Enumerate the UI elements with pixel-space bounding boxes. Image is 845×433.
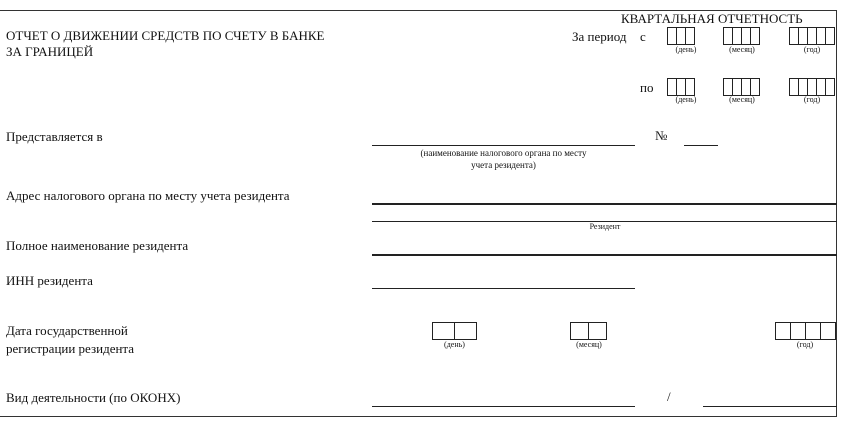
tax-authority-address-label: Адрес налогового органа по месту учета резидента — [6, 188, 290, 203]
resident-caption: Резидент — [589, 222, 621, 231]
period-to-label: по — [640, 80, 654, 95]
period-label: За период — [572, 29, 627, 44]
quarterly-reporting-title: КВАРТАЛЬНАЯ ОТЧЕТНОСТЬ — [621, 11, 803, 26]
registration-day-caption: (день) — [444, 340, 465, 349]
period-from-label: с — [640, 29, 646, 44]
registration-day-boxes[interactable] — [432, 322, 477, 340]
registration-date-label-line2: регистрации резидента — [6, 341, 135, 356]
activity-code-field[interactable] — [372, 406, 635, 407]
period-from-day-boxes[interactable] — [667, 27, 695, 45]
activity-code-secondary-field[interactable] — [703, 406, 837, 407]
submitted-to-label: Представляется в — [6, 129, 103, 144]
period-to-year-caption: (год) — [803, 95, 821, 104]
period-to-year-boxes[interactable] — [789, 78, 835, 96]
registration-year-boxes[interactable] — [775, 322, 836, 340]
resident-inn-label: ИНН резидента — [6, 273, 93, 288]
period-from-day-caption: (день) — [675, 45, 697, 54]
period-to-day-caption: (день) — [675, 95, 697, 104]
period-to-month-boxes[interactable] — [723, 78, 760, 96]
period-from-month-caption: (месяц) — [729, 45, 755, 54]
period-to-month-caption: (месяц) — [729, 95, 755, 104]
registration-month-boxes[interactable] — [570, 322, 607, 340]
tax-authority-caption-line1: (наименование налогового органа по месту — [420, 148, 587, 158]
number-sign: № — [655, 128, 668, 143]
period-from-year-boxes[interactable] — [789, 27, 835, 45]
activity-type-label: Вид деятельности (по ОКОНХ) — [6, 390, 181, 405]
resident-inn-field[interactable] — [372, 288, 635, 289]
registration-year-caption: (год) — [796, 340, 814, 349]
tax-authority-address-field[interactable] — [372, 203, 837, 205]
registration-date-label-line1: Дата государственной — [6, 323, 128, 338]
period-from-year-caption: (год) — [803, 45, 821, 54]
period-to-day-boxes[interactable] — [667, 78, 695, 96]
period-from-month-boxes[interactable] — [723, 27, 760, 45]
report-title-line1: ОТЧЕТ О ДВИЖЕНИИ СРЕДСТВ ПО СЧЕТУ В БАНКЕ — [6, 28, 325, 43]
tax-authority-caption-line2: учета резидента) — [471, 160, 536, 170]
registration-month-caption: (месяц) — [576, 340, 602, 349]
tax-authority-number-field[interactable] — [684, 145, 718, 146]
resident-full-name-field[interactable] — [372, 254, 837, 256]
tax-authority-name-field[interactable] — [372, 145, 635, 146]
report-title-line2: ЗА ГРАНИЦЕЙ — [6, 44, 94, 59]
activity-slash: / — [667, 389, 671, 404]
resident-full-name-label: Полное наименование резидента — [6, 238, 189, 253]
